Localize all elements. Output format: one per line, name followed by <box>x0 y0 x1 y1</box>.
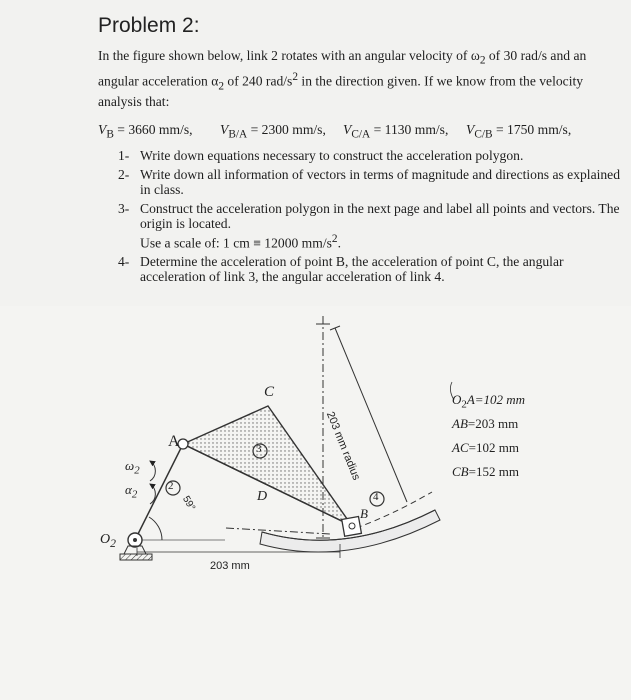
link-2-number: 2 <box>168 480 174 492</box>
mechanism-diagram <box>0 306 631 700</box>
dimension-ac: AC=102 mm <box>452 440 519 455</box>
point-b-label: B <box>360 506 368 521</box>
link-2 <box>135 444 183 540</box>
problem-title: Problem 2: <box>98 14 200 37</box>
problem-sheet <box>0 0 631 306</box>
task-item: 3- Construct the acceleration polygon in the next page and label all points and vectors. The origin is located. Use a scale of: 1 cm ≡ 12000 $mm/s^2$. <box>118 200 620 251</box>
alpha-label: $\alpha_2$ <box>125 482 138 501</box>
dimension-ab: AB=203 mm <box>452 416 519 431</box>
link-3-body <box>183 406 352 526</box>
center-line-horizontal <box>226 528 330 534</box>
radius-label: 203 mm radius <box>323 410 363 482</box>
velocity-vba: $V_{B/A} = 2300$ mm/s, <box>220 122 326 141</box>
point-c-label: C <box>264 384 275 400</box>
dimension-cb: CB=152 mm <box>452 464 519 479</box>
task-list <box>118 148 623 288</box>
velocity-vca: $V_{C/A} = 1130$ mm/s, <box>343 122 449 141</box>
point-a-label: A <box>168 433 180 450</box>
mechanism-figure <box>0 306 631 700</box>
link-3-number: 3 <box>256 443 262 455</box>
angle-label: 59° <box>180 494 198 513</box>
problem-intro: In the figure shown below, link 2 rotates with an angular velocity of $\omega_2$ of 30 rad/s and an angular acceleration $\alpha_2$ of 240 rad/$s^2$ in the direction given. If we know from the velocity analysis that: <box>98 48 587 109</box>
task-item: 2- Write down all information of vectors in terms of magnitude and directions as explained in class. <box>118 166 621 197</box>
ground-dimension-label: 203 mm <box>210 560 250 572</box>
point-d-label: D <box>257 489 268 504</box>
velocity-vcb: $V_{C/B} = 1750$ mm/s, <box>466 122 572 141</box>
task-item: 4- Determine the acceleration of point B, the acceleration of point C, the angular acceleration of link 3, the angular acceleration of link 4. <box>118 253 564 285</box>
ground-o2-label: $O_2$ <box>100 532 116 550</box>
velocity-vb: $V_B = 3660$ mm/s, <box>98 122 193 141</box>
omega-arrow <box>150 461 155 481</box>
link-4-number: 4 <box>373 491 379 503</box>
radius-line <box>335 328 407 502</box>
omega-label: $\omega_2$ <box>125 458 140 477</box>
dimension-o2a: $O_2A=102$ mm <box>452 392 526 411</box>
task-item: 1- Write down equations necessary to construct the acceleration polygon. <box>118 148 524 163</box>
